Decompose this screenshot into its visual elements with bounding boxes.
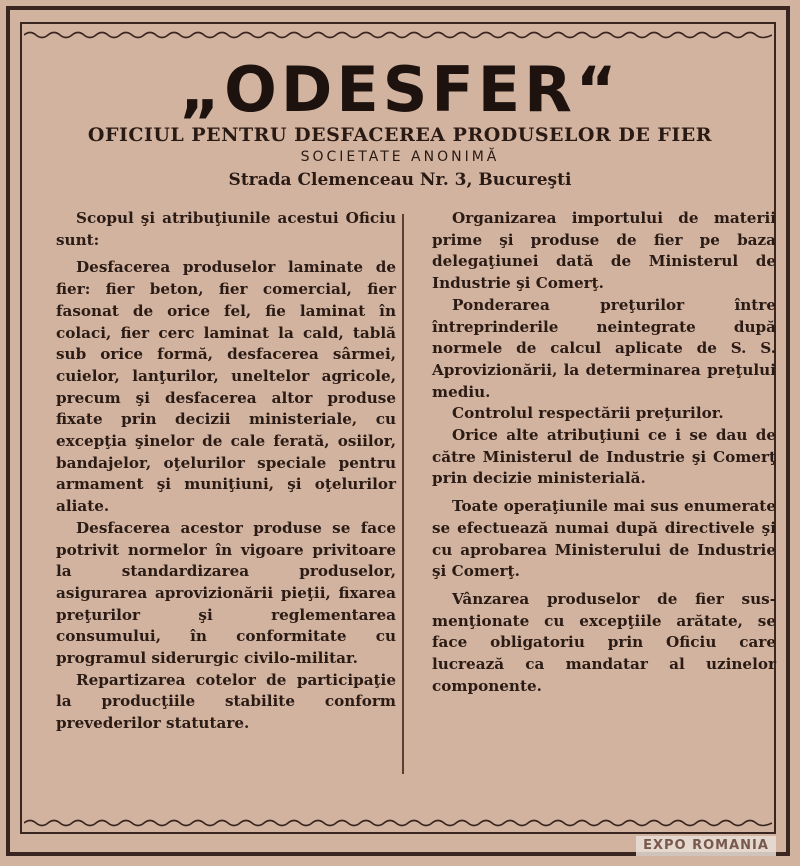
- paragraph: Desfacerea acestor produse se face potrivit normelor în vigoare privitoare la standardizarea produselor, asigurarea aprovizionării pieţii, fixarea preţurilor şi reglementarea consumului, în conformitate cu programul siderurgic civilo-militar.: [56, 518, 396, 668]
- paragraph: Orice alte atribuţiuni ce i se dau de către Ministerul de Industrie şi Comerţ prin decizie ministerială.: [432, 426, 776, 488]
- watermark-logo: EXPO ROMANIA: [636, 836, 776, 856]
- header: [0, 53, 800, 192]
- bottom-wave-ornament: [24, 818, 772, 828]
- paragraph: Controlul respectării preţurilor.: [452, 404, 724, 423]
- paragraph: Repartizarea cotelor de participaţie la producţiile stabilite conform prevederilor statutare.: [56, 670, 396, 733]
- right-column: [432, 208, 776, 703]
- paragraph: Vânzarea produselor de fier sus-menţionate cu excepţiile arătate, se face obligatoriu prin Oficiu care lucrează ca mandatar al uzinelor componente.: [432, 589, 776, 695]
- company-type: SOCIETATE ANONIMĂ: [300, 149, 500, 165]
- paragraph: Organizarea importului de materii prime şi produse de fier pe baza delegaţiunei dată de Ministerul de Industrie şi Comerţ.: [432, 209, 776, 293]
- column-divider: [402, 214, 404, 774]
- paragraph: Ponderarea preţurilor între întreprinderile neintegrate după normele de calcul aplicate de S. S. Aprovizionării, la determinarea preţului mediu.: [432, 295, 776, 401]
- office-subtitle: OFICIUL PENTRU DESFACEREA PRODUSELOR DE FIER: [87, 124, 713, 146]
- paragraph: Toate operaţiunile mai sus enumerate se efectuează numai după directivele şi cu aprobarea Ministerului de Industrie şi Comerţ.: [432, 497, 776, 581]
- address: Strada Clemenceau Nr. 3, Bucureşti: [228, 170, 572, 190]
- left-column: [56, 208, 396, 741]
- paragraph: Desfacerea produselor laminate de fier: fier beton, fier comercial, fier fasonat de orice fel, fie laminat în colaci, fier cerc laminat la cald, tablă sub orice formă, desfacerea sârmei, cuielor, lanţurilor, uneltelor agricole, precum şi desfacerea altor produse fixate prin decizii ministeriale, cu excepţia şinelor de cale ferată, osiilor, bandajelor, oţelurilor speciale pentru armament şi muniţiuni, şi oţelurilor aliate.: [56, 258, 396, 516]
- top-wave-ornament: [24, 30, 772, 40]
- paragraph: Scopul şi atribuţiunile acestui Oficiu sunt:: [56, 209, 396, 249]
- brand-title: „ODESFER“: [179, 53, 621, 126]
